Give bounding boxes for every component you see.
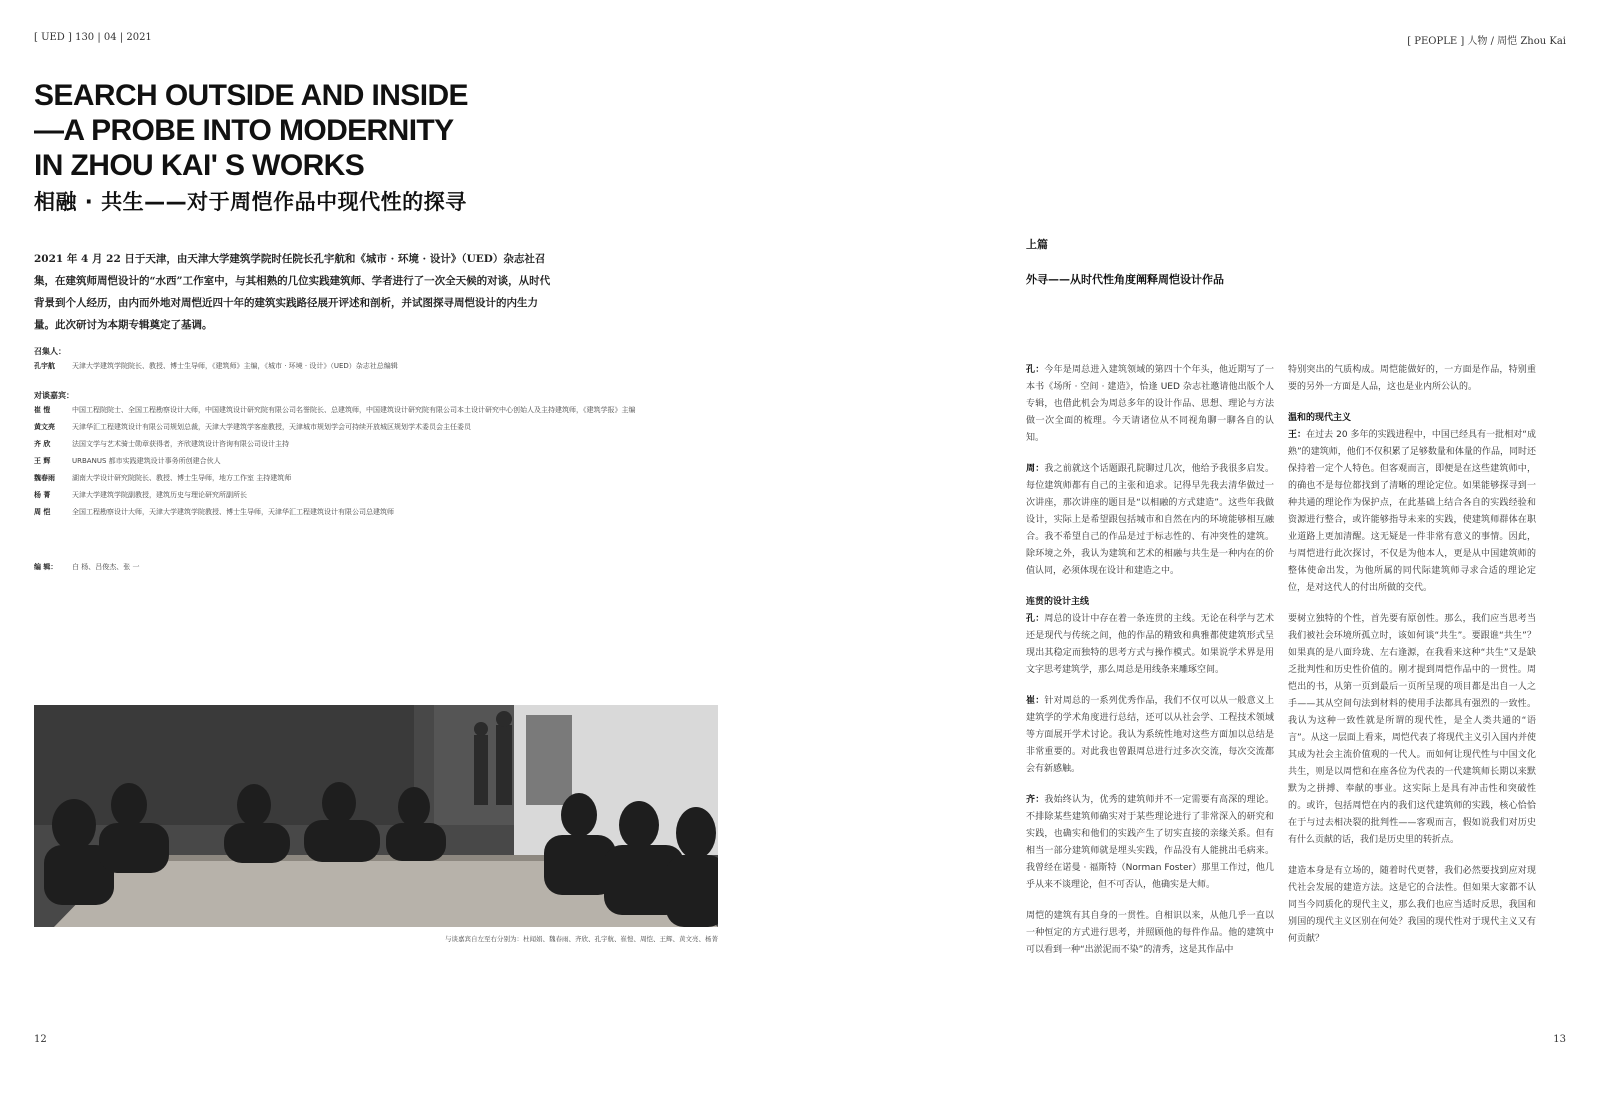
intro-paragraph: 2021 年 4 月 22 日于天津，由天津大学建筑学院时任院长孔宇航和《城市 · 环境 · 设计》（UED）杂志社召集，在建筑师周恺设计的“水西”工作室中，与其相熟的几位实践建筑师、学者进行了一次全天候的对谈，从时代背景到个人经历，由内而外地对周恺近四十年的建筑实践路径展开评述和剖析，并试图探寻周恺设计的内生力量。此次研讨为本期专辑奠定了基调。: [34, 253, 551, 331]
speaker: 齐：: [1026, 795, 1045, 805]
roster-desc: 法国文学与艺术骑士勋章获得者，齐欣建筑设计咨询有限公司设计主持: [72, 440, 289, 448]
page-number-left: 12: [34, 1034, 47, 1045]
editors-label: 编 辑：: [34, 563, 58, 571]
roster-row: [34, 487, 694, 504]
roster-name: 黄文亮: [34, 423, 55, 431]
paragraph: 王：在过去 20 多年的实践进程中，中国已经具有一批相对“成熟”的建筑师，他们不仅积累了足够数量和体量的作品，同时还保持着一定个人特色。但客观而言，即便是在这些建筑师中，的确也不是每位都找到了清晰的理论定位。如果能够探寻到一种共通的理论作为保护点，在此基础上结合各自的实践经验和资源进行整合，或许能够指导未来的实践，使建筑师群体在职业道路上更加清醒。这无疑是一件非常有意义的事情。因此，与周恺进行此次探讨，不仅是为他本人，更是从中国建筑师的整体使命出发，为他所属的同代际建筑师寻求合适的理论定位，是对这代人的付出所做的交代。: [1288, 430, 1536, 593]
group-photo-illustration: [34, 705, 718, 927]
roster-row: [34, 470, 694, 487]
paragraph: 齐：我始终认为，优秀的建筑师并不一定需要有高深的理论。不排除某些建筑师确实对于某些理论进行了非常深入的研究和实践，也确实和他们的实践产生了切实直接的亲缘关系。但有相当一部分建筑师就是埋头实践，作品没有人能挑出毛病来。我曾经在诺曼 · 福斯特（Norman Foster）那里工作过，他几乎从来不谈理论，但不可否认，他确实是大师。: [1026, 795, 1274, 890]
part-heading: 上篇: [1026, 238, 1048, 251]
roster-desc: 全国工程勘察设计大师，天津大学建筑学院教授、博士生导师，天津华汇工程建筑设计有限公司总建筑师: [72, 508, 394, 516]
editors-value: 白 杨、吕俊杰、张 一: [72, 563, 140, 571]
roster-desc: 天津华汇工程建筑设计有限公司规划总裁，天津大学建筑学客座教授，天津城市规划学会可持续开放城区规划学术委员会主任委员: [72, 423, 471, 431]
guests-label: 对谈嘉宾：: [34, 391, 74, 400]
title-line-3: IN ZHOU KAI' S WORKS: [34, 149, 365, 182]
roster-desc: 天津大学建筑学院院长、教授、博士生导师，《建筑师》主编，《城市 · 环境 · 设计》（UED）杂志社总编辑: [72, 362, 398, 370]
text-column-1: [1026, 362, 1274, 973]
speaker: 孔：: [1026, 614, 1045, 624]
roster-name: 崔 愷: [34, 406, 51, 414]
paragraph: 孔：今年是周总进入建筑领域的第四十个年头，他近期写了一本书《场所 · 空间 · 建造》，恰逢 UED 杂志社邀请他出版个人专辑，也借此机会为周总多年的设计作品、思想、理论与方法做一次全面的梳理。今天请诸位从不同视角聊一聊各自的认知。: [1026, 365, 1274, 443]
roster-name: 孔宇航: [34, 362, 55, 370]
folio-right: [ PEOPLE ] 人物 / 周恺 Zhou Kai: [1407, 36, 1566, 47]
title-line-2: —A PROBE INTO MODERNITY: [34, 114, 454, 147]
roster-desc: 天津大学建筑学院副教授，建筑历史与理论研究所副所长: [72, 491, 247, 499]
title-english: [34, 78, 594, 183]
paragraph: 崔：针对周总的一系列优秀作品，我们不仅可以从一般意义上建筑学的学术角度进行总结，还可以从社会学、工程技术领域等方面展开学术讨论。我认为系统性地对这些方面加以总结是非常重要的。对此我也曾跟周总进行过多次交流，每次交流都会有新感触。: [1026, 696, 1274, 774]
paragraph: 建造本身是有立场的，随着时代更替，我们必然要找到应对现代社会发展的建造方法。这是它的合法性。但如果大家都不认同当今同质化的现代主义，那么我们也应当适时反思，我国和别国的现代主义区别在何处？我国的现代性对于现代主义又有何贡献？: [1288, 866, 1536, 944]
section-heading: 温和的现代主义: [1288, 413, 1352, 423]
convener-list: [34, 358, 694, 375]
speaker: 周：: [1026, 464, 1045, 474]
speaker: 崔：: [1026, 696, 1045, 706]
roster-name: 王 辉: [34, 457, 51, 465]
speaker: 孔：: [1026, 365, 1045, 375]
roster-row: [34, 358, 694, 375]
text-column-2: [1288, 362, 1536, 962]
part-subtitle: 外寻——从时代性角度阐释周恺设计作品: [1026, 273, 1224, 286]
roster-name: 魏春雨: [34, 474, 55, 482]
editors-line: [34, 559, 694, 576]
group-photo: [34, 705, 718, 927]
title-line-1: SEARCH OUTSIDE AND INSIDE: [34, 79, 468, 112]
folio-left: [ UED ] 130 | 04 | 2021: [34, 32, 152, 43]
roster-desc: URBANUS 都市实践建筑设计事务所创建合伙人: [72, 457, 221, 465]
paragraph: 周恺的建筑有其自身的一贯性。自相识以来，从他几乎一直以一种恒定的方式进行思考，并照顾他的每件作品。他的建筑中可以看到一种“出淤泥而不染”的清秀，这是其作品中: [1026, 911, 1274, 955]
paragraph: 特别突出的气质构成。周恺能做好的，一方面是作品，特别重要的另外一方面是人品，这也是业内所公认的。: [1288, 365, 1536, 392]
roster-desc: 湖南大学设计研究院院长、教授、博士生导师，地方工作室 主持建筑师: [72, 474, 292, 482]
roster-row: [34, 453, 694, 470]
roster-row: [34, 504, 694, 521]
convener-label: 召集人：: [34, 347, 66, 356]
photo-caption: 与谈嘉宾自左至右分别为：杜闻娟、魏春雨、齐欣、孔宇航、崔愷、周恺、王辉、黄文亮、杨菁: [445, 935, 718, 943]
paragraph: 周：我之前就这个话题跟孔院聊过几次，他给予我很多启发。每位建筑师都有自己的主张和追求。记得早先我去清华做过一次讲座，那次讲座的题目是“以相融的方式建造”。这些年我做设计，实际上是希望跟包括城市和自然在内的环境能够相互融合。我不希望自己的作品是过于标志性的、有冲突性的建筑。除环境之外，我认为建筑和艺术的相融与共生是一种内在的价值认同，必须体现在设计和建造之中。: [1026, 464, 1274, 576]
paragraph: 孔：周总的设计中存在着一条连贯的主线。无论在科学与艺术还是现代与传统之间，他的作品的精致和典雅都使建筑形式呈现出其稳定而独特的思考方式与操作模式。如果说学术界是用文字思考建筑学，那么周总是用线条来雕琢空间。: [1026, 614, 1274, 675]
roster-desc: 中国工程院院士、全国工程勘察设计大师，中国建筑设计研究院有限公司名誉院长、总建筑师，中国建筑设计研究院有限公司本土设计研究中心创始人及主持建筑师，《建筑学报》主编: [72, 406, 636, 414]
roster-name: 周 恺: [34, 508, 51, 516]
page-number-right: 13: [1553, 1034, 1566, 1045]
title-chinese: 相融 · 共生——对于周恺作品中现代性的探寻: [34, 190, 467, 214]
roster-row: [34, 402, 694, 419]
section-heading: 连贯的设计主线: [1026, 597, 1090, 607]
paragraph: 要树立独特的个性，首先要有原创性。那么，我们应当思考当我们被社会环境所孤立时，该如何谈“共生”。要跟谁“共生”？如果真的是八面玲珑、左右逢源，在我看来这种“共生”又是缺乏批判性和历史性价值的。刚才提到周恺作品中的一贯性。周恺出的书，从第一页到最后一页所呈现的项目都是出自一人之手——其从空间句法到材料的使用手法都具有强烈的一致性。我认为这种一致性就是所谓的现代性，是全人类共通的“语言”。从这一层面上看来，周恺代表了将现代主义引入国内并使其成为社会主流价值观的一代人。而如何让现代性与中国文化共生，则是以周恺和在座各位为代表的一代建筑师长期以来默默为之拼搏、奉献的事业。这实际上是具有冲击性和突破性的。或许，包括周恺在内的我们这代建筑师的实践，核心恰恰在于与过去相决裂的批判性——客观而言，假如说我们对历史有什么贡献的话，我们是历史里的转折点。: [1288, 614, 1536, 845]
guest-list: [34, 402, 694, 521]
roster-name: 杨 菁: [34, 491, 51, 499]
roster-row: [34, 419, 694, 436]
roster-row: [34, 436, 694, 453]
roster-name: 齐 欣: [34, 440, 51, 448]
speaker: 王：: [1288, 430, 1307, 440]
